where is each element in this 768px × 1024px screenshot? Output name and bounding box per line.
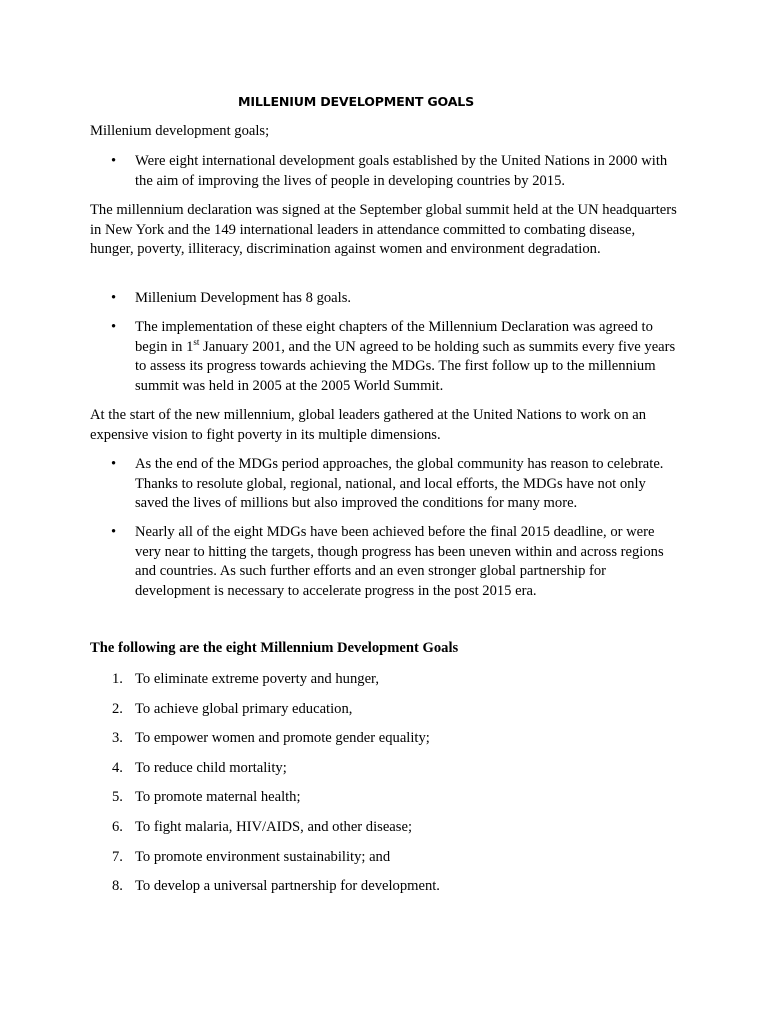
bullet-text xyxy=(135,318,680,396)
bullet-mark: • xyxy=(111,456,117,472)
bullet-mark: • xyxy=(111,290,117,306)
bullet-item xyxy=(90,289,680,309)
bullet-mark: • xyxy=(111,319,117,335)
goal-text: To develop a universal partnership for development. xyxy=(135,878,440,894)
bullet-text: Millenium Development has 8 goals. xyxy=(135,290,352,306)
goal-item xyxy=(90,788,680,808)
goal-number: 7. xyxy=(112,849,123,865)
bullet-mark: • xyxy=(111,153,117,169)
goal-text: To promote environment sustainability; and xyxy=(135,849,391,865)
paragraph: At the start of the new millennium, global leaders gathered at the United Nations to work on an expensive vision to fight poverty in its multiple dimensions. xyxy=(90,407,647,443)
bullet-text: As the end of the MDGs period approaches, the global community has reason to celebrate. Thanks to resolute global, regional, national, and local efforts, the MDGs have not only saved the lives of millions but also improved the conditions for many more. xyxy=(135,456,664,511)
goal-item xyxy=(90,729,680,749)
goal-text: To achieve global primary education, xyxy=(135,701,353,717)
goals-heading: The following are the eight Millennium Development Goals xyxy=(90,640,459,656)
goal-item xyxy=(90,818,680,838)
goal-item xyxy=(90,759,680,779)
goal-item xyxy=(90,670,680,690)
intro-text: Millenium development goals; xyxy=(90,123,270,139)
bullet-mark: • xyxy=(111,524,117,540)
goal-number: 2. xyxy=(112,701,123,717)
bullet-text-part: The implementation of these eight chapters of the Millennium Declaration was agreed to begin in 1 xyxy=(135,319,653,355)
bullet-text-part: January 2001, and the UN agreed to be holding such as summits every five years to assess its progress towards achieving the MDGs. The first follow up to the millennium summit was held in 2005 at the 2005 World Summit. xyxy=(135,338,676,394)
goal-item xyxy=(90,700,680,720)
goal-number: 5. xyxy=(112,789,123,805)
goal-number: 8. xyxy=(112,878,123,894)
bullet-item xyxy=(90,152,680,191)
bullet-text: Nearly all of the eight MDGs have been achieved before the final 2015 deadline, or were very near to hitting the targets, though progress has been uneven within and across regions and countries. As such further efforts and an even stronger global partnership for development is necessary to accelerate progress in the post 2015 era. xyxy=(135,524,664,599)
goal-item xyxy=(90,848,680,868)
goal-text: To empower women and promote gender equality; xyxy=(135,730,430,746)
goal-number: 1. xyxy=(112,671,123,687)
bullet-item xyxy=(90,318,680,396)
bullet-item xyxy=(90,455,680,514)
goal-text: To fight malaria, HIV/AIDS, and other disease; xyxy=(135,819,412,835)
bullet-item xyxy=(90,523,680,601)
superscript: st xyxy=(193,336,200,347)
goal-text: To reduce child mortality; xyxy=(135,760,287,776)
goal-number: 3. xyxy=(112,730,123,746)
goal-text: To promote maternal health; xyxy=(135,789,301,805)
paragraph: The millennium declaration was signed at the September global summit held at the UN headquarters in New York and the 149 international leaders in attendance committed to combating disease, hunger, poverty, illiteracy, discrimination against women and environment degradation. xyxy=(90,202,677,257)
goal-number: 6. xyxy=(112,819,123,835)
bullet-text: Were eight international development goals established by the United Nations in 2000 with the aim of improving the lives of people in developing countries by 2015. xyxy=(135,153,668,189)
goal-number: 4. xyxy=(112,760,123,776)
goal-text: To eliminate extreme poverty and hunger, xyxy=(135,671,379,687)
goal-item xyxy=(90,877,680,897)
document-title: MILLENIUM DEVELOPMENT GOALS xyxy=(238,94,474,109)
